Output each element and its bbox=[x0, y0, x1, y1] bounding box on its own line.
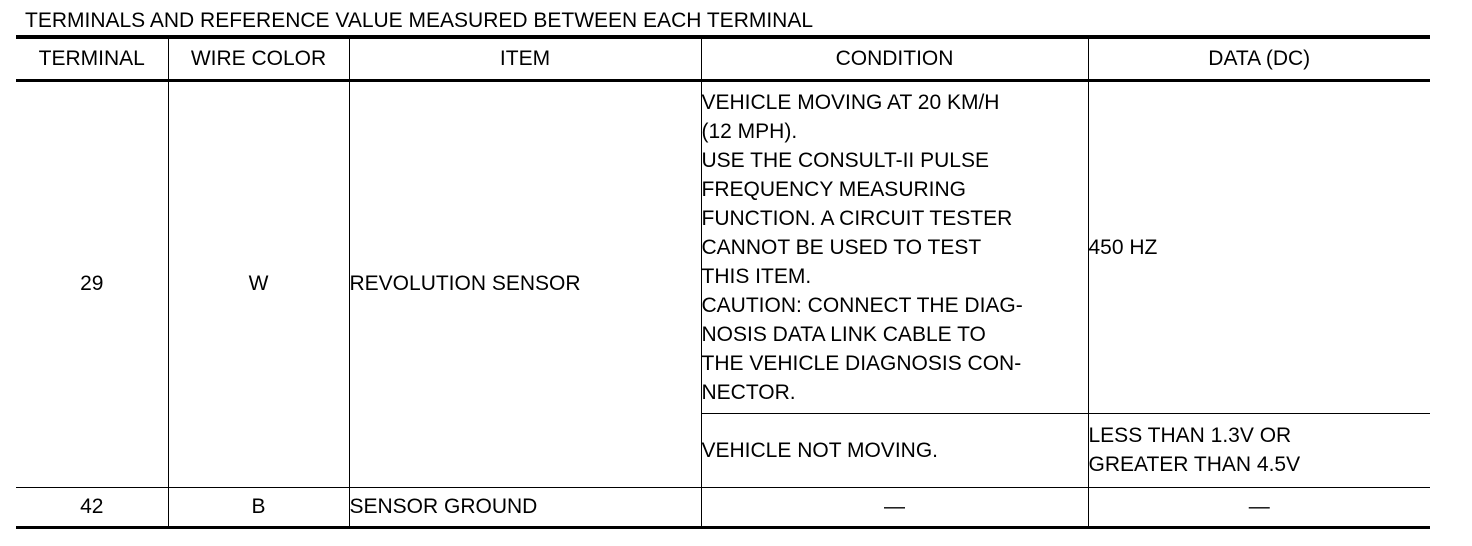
condition-cell: VEHICLE MOVING AT 20 KM/H (12 MPH). USE THE CONSULT-II PULSE FREQUENCY MEASURING FUNCTION. A CIRCUIT TESTER CANNOT BE USED TO TEST THIS ITEM. CAUTION: CONNECT THE DIAG- NOSIS DATA LINK CABLE TO THE VEHICLE DIAGNOSIS CON- NECTOR. bbox=[701, 80, 1088, 413]
condition-cell: VEHICLE NOT MOVING. bbox=[701, 413, 1088, 487]
header-data: DATA (DC) bbox=[1088, 37, 1430, 80]
data-cell: — bbox=[1088, 487, 1430, 527]
data-cell: LESS THAN 1.3V OR GREATER THAN 4.5V bbox=[1088, 413, 1430, 487]
wire-color-cell: B bbox=[168, 487, 349, 527]
table-title: TERMINALS AND REFERENCE VALUE MEASURED BETWEEN EACH TERMINAL bbox=[25, 9, 814, 32]
wire-color-cell: W bbox=[168, 80, 349, 487]
header-item: ITEM bbox=[349, 37, 701, 80]
header-wire-color: WIRE COLOR bbox=[168, 37, 349, 80]
item-cell: SENSOR GROUND bbox=[349, 487, 701, 527]
data-cell: 450 HZ bbox=[1088, 80, 1430, 413]
item-cell: REVOLUTION SENSOR bbox=[349, 80, 701, 487]
header-condition: CONDITION bbox=[701, 37, 1088, 80]
terminal-reference-table bbox=[16, 35, 1430, 529]
header-row bbox=[16, 37, 1430, 80]
table-row bbox=[16, 487, 1430, 527]
header-terminal: TERMINAL bbox=[16, 37, 168, 80]
condition-cell: — bbox=[701, 487, 1088, 527]
table-row bbox=[16, 80, 1430, 413]
terminal-cell: 29 bbox=[16, 80, 168, 487]
terminal-cell: 42 bbox=[16, 487, 168, 527]
